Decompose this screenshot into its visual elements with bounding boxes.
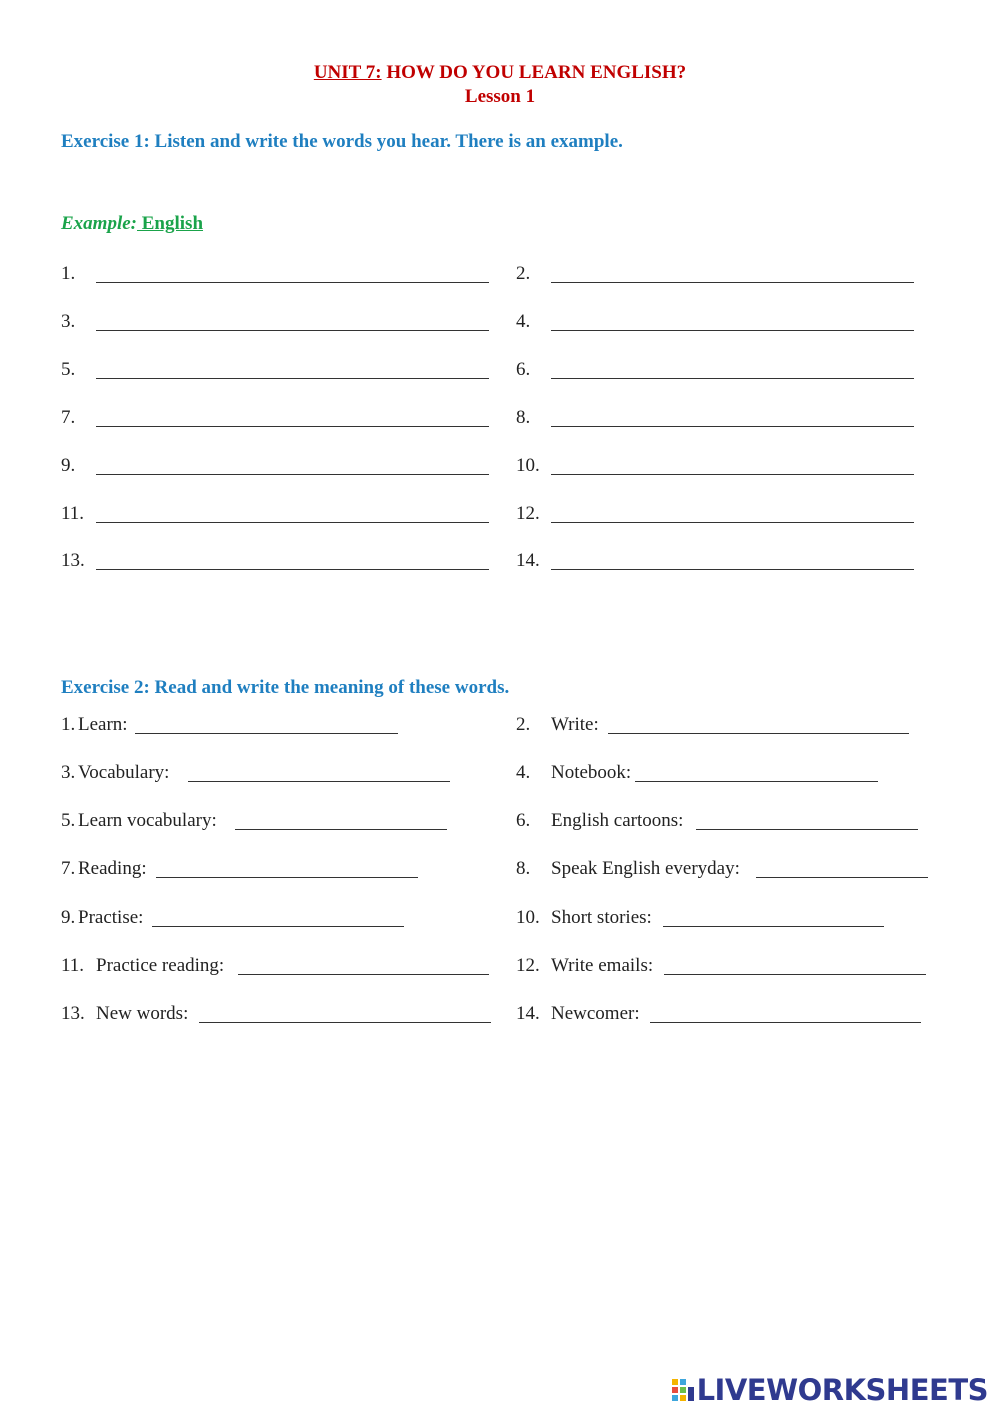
lesson-label: Lesson 1 [464, 86, 536, 107]
item-word: Reading: [78, 858, 147, 879]
answer-blank[interactable] [96, 426, 489, 427]
item-number: 8. [516, 407, 531, 428]
item-word: Speak English everyday: [551, 858, 740, 879]
example-line [61, 213, 203, 235]
item-number: 14. [516, 1003, 540, 1024]
item-number: 13. [61, 550, 85, 571]
meaning-blank[interactable] [152, 926, 404, 927]
item-word: Learn: [78, 714, 128, 735]
item-word: Notebook: [551, 762, 632, 783]
item-word: Newcomer: [551, 1003, 640, 1024]
exercise-2-item [61, 906, 411, 930]
exercise-1-heading: Exercise 1: Listen and write the words you hear. There is an example. [61, 131, 623, 152]
item-number: 11. [61, 955, 85, 976]
exercise-1-item [61, 310, 491, 334]
item-number: 1. [61, 263, 76, 284]
exercise-1-item [61, 262, 491, 286]
answer-blank[interactable] [551, 330, 914, 331]
item-number: 6. [516, 810, 531, 831]
item-number: 6. [516, 359, 531, 380]
meaning-blank[interactable] [135, 733, 398, 734]
exercise-1-item [516, 406, 916, 430]
item-word: Short stories: [551, 907, 652, 928]
answer-blank[interactable] [551, 522, 914, 523]
exercise-1-item [516, 262, 916, 286]
example-label: Example: [61, 213, 137, 234]
item-number: 10. [516, 907, 540, 928]
meaning-blank[interactable] [608, 733, 909, 734]
exercise-2-item [516, 761, 886, 785]
meaning-blank[interactable] [635, 781, 878, 782]
item-number: 12. [516, 955, 540, 976]
exercise-2-item [516, 713, 916, 737]
item-word: Practise: [78, 907, 144, 928]
meaning-blank[interactable] [235, 829, 447, 830]
item-word: Learn vocabulary: [78, 810, 217, 831]
answer-blank[interactable] [551, 426, 914, 427]
item-number: 4. [516, 311, 531, 332]
unit-title: HOW DO YOU LEARN ENGLISH? [386, 62, 687, 83]
exercise-2-item [516, 906, 891, 930]
exercise-1-item [61, 454, 491, 478]
meaning-blank[interactable] [756, 877, 928, 878]
exercise-2-item [61, 857, 421, 881]
item-number: 8. [516, 858, 531, 879]
item-number: 9. [61, 907, 76, 928]
answer-blank[interactable] [96, 282, 489, 283]
exercise-1-item [516, 358, 916, 382]
exercise-1-item [516, 454, 916, 478]
answer-blank[interactable] [551, 569, 914, 570]
answer-blank[interactable] [96, 569, 489, 570]
item-number: 7. [61, 407, 76, 428]
item-word: Vocabulary: [78, 762, 170, 783]
item-number: 4. [516, 762, 531, 783]
item-number: 3. [61, 762, 76, 783]
logo-text: LIVEWORKSHEETS [696, 1373, 988, 1407]
worksheet-title [0, 62, 1000, 84]
item-number: 10. [516, 455, 540, 476]
item-number: 11. [61, 503, 85, 524]
item-word: New words: [96, 1003, 189, 1024]
example-word: English [137, 213, 204, 234]
exercise-2-item [516, 809, 926, 833]
unit-label: UNIT 7: [313, 62, 382, 83]
exercise-2-item [61, 713, 401, 737]
answer-blank[interactable] [551, 282, 914, 283]
exercise-1-item [61, 502, 491, 526]
meaning-blank[interactable] [696, 829, 918, 830]
answer-blank[interactable] [96, 522, 489, 523]
liveworksheets-logo [672, 1374, 988, 1406]
exercise-2-item [61, 954, 493, 978]
item-word: Write emails: [551, 955, 654, 976]
exercise-1-item [61, 549, 491, 573]
item-number: 3. [61, 311, 76, 332]
item-number: 12. [516, 503, 540, 524]
meaning-blank[interactable] [650, 1022, 921, 1023]
meaning-blank[interactable] [156, 877, 418, 878]
item-number: 2. [516, 263, 531, 284]
meaning-blank[interactable] [238, 974, 489, 975]
exercise-1-item [516, 502, 916, 526]
exercise-2-heading: Exercise 2: Read and write the meaning of these words. [61, 677, 510, 698]
item-number: 5. [61, 810, 76, 831]
item-number: 9. [61, 455, 76, 476]
exercise-1-item [516, 549, 916, 573]
exercise-1-item [61, 358, 491, 382]
exercise-2-item [61, 809, 451, 833]
item-number: 14. [516, 550, 540, 571]
answer-blank[interactable] [551, 474, 914, 475]
meaning-blank[interactable] [663, 926, 884, 927]
item-number: 5. [61, 359, 76, 380]
item-number: 1. [61, 714, 76, 735]
exercise-2-item [61, 761, 456, 785]
item-number: 2. [516, 714, 531, 735]
exercise-2-item [516, 857, 932, 881]
exercise-2-item [516, 954, 932, 978]
liveworksheets-logo-icon [672, 1379, 694, 1401]
answer-blank[interactable] [96, 330, 489, 331]
answer-blank[interactable] [96, 378, 489, 379]
answer-blank[interactable] [96, 474, 489, 475]
exercise-2-item [61, 1002, 495, 1026]
item-number: 7. [61, 858, 76, 879]
exercise-1-item [516, 310, 916, 334]
item-number: 13. [61, 1003, 85, 1024]
exercise-1-item [61, 406, 491, 430]
meaning-blank[interactable] [188, 781, 450, 782]
item-word: English cartoons: [551, 810, 684, 831]
meaning-blank[interactable] [199, 1022, 491, 1023]
answer-blank[interactable] [551, 378, 914, 379]
item-word: Practice reading: [96, 955, 225, 976]
meaning-blank[interactable] [664, 974, 926, 975]
exercise-2-item [516, 1002, 926, 1026]
item-word: Write: [551, 714, 599, 735]
